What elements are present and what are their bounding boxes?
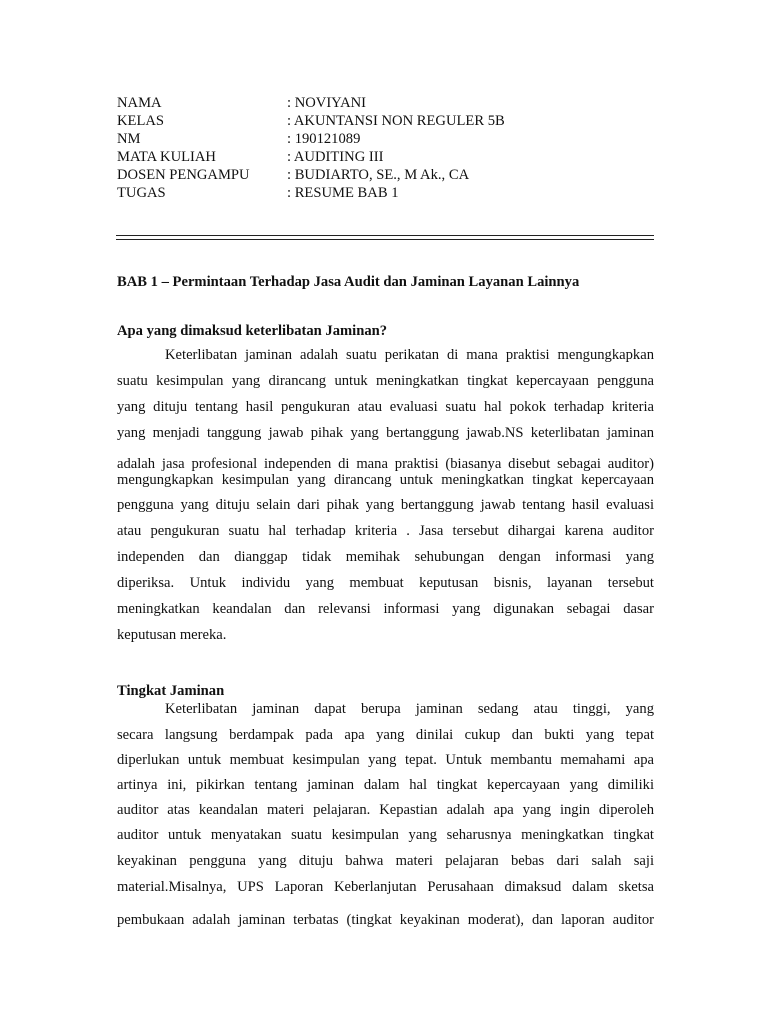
header-row-assignment (117, 184, 505, 202)
double-rule-top (116, 235, 654, 236)
header-row-lecturer (117, 166, 505, 184)
paragraph-line: keputusan mereka. (117, 627, 227, 643)
paragraph-line: keyakinan pengguna yang dituju bahwa materi pelajaran bebas dari salah saji (117, 853, 654, 869)
paragraph-line: Keterlibatan jaminan adalah suatu perikatan di mana praktisi mengungkapkan (165, 347, 654, 363)
header-label: KELAS (117, 113, 165, 129)
header-value: : AUDITING III (287, 149, 384, 165)
paragraph-line: adalah jasa profesional independen di mana praktisi (biasanya disebut sebagai auditor) (117, 456, 654, 472)
header-label: NM (117, 131, 141, 147)
header-row-name (117, 94, 505, 112)
paragraph-line: mengungkapkan kesimpulan yang dirancang untuk meningkatkan tingkat kepercayaan (117, 472, 654, 488)
header-label: DOSEN PENGAMPU (117, 167, 250, 183)
double-rule-bottom (116, 239, 654, 240)
paragraph-line: pembukaan adalah jaminan terbatas (tingkat keyakinan moderat), dan laporan auditor (117, 912, 654, 928)
paragraph-line: auditor atas keandalan materi pelajaran. Kepastian adalah apa yang ingin diperoleh (117, 802, 654, 818)
header-value: : 190121089 (287, 131, 361, 147)
header-label: NAMA (117, 95, 162, 111)
header-value: : AKUNTANSI NON REGULER 5B (287, 113, 505, 129)
paragraph-line: yang menjadi tanggung jawab pihak yang bertanggung jawab.NS keterlibatan jaminan (117, 425, 654, 441)
paragraph-line: suatu kesimpulan yang dirancang untuk meningkatkan tingkat kepercayaan pengguna (117, 373, 654, 389)
paragraph-line: yang dituju tentang hasil pengukuran atau evaluasi suatu hal pokok terhadap kriteria (117, 399, 654, 415)
paragraph-line: diperiksa. Untuk individu yang membuat keputusan bisnis, layanan tersebut (117, 575, 654, 591)
section-heading-assurance-level: Tingkat Jaminan (117, 683, 225, 699)
paragraph-line: meningkatkan keandalan dan relevansi informasi yang digunakan sebagai dasar (117, 601, 654, 617)
paragraph-line: diperlukan untuk membuat kesimpulan yang tepat. Untuk membantu memahami apa (117, 752, 654, 768)
header-row-class (117, 112, 505, 130)
header-label: TUGAS (117, 185, 166, 201)
paragraph-line: auditor untuk menyatakan suatu kesimpulan yang seharusnya meningkatkan tingkat (117, 827, 654, 843)
paragraph-line: secara langsung berdampak pada apa yang dinilai cukup dan bukti yang tepat (117, 727, 654, 743)
header-value: : NOVIYANI (287, 95, 367, 111)
header-value: : BUDIARTO, SE., M Ak., CA (287, 167, 470, 183)
header-label: MATA KULIAH (117, 149, 216, 165)
header-row-course (117, 148, 505, 166)
student-info-header (117, 94, 505, 202)
header-value: : RESUME BAB 1 (287, 185, 399, 201)
section-heading-assurance-engagement: Apa yang dimaksud keterlibatan Jaminan? (117, 323, 388, 339)
paragraph-line: Keterlibatan jaminan dapat berupa jaminan sedang atau tinggi, yang (165, 701, 654, 717)
paragraph-line: pengguna yang dituju selain dari pihak yang bertanggung jawab tentang hasil evaluasi (117, 497, 654, 513)
paragraph-line: material.Misalnya, UPS Laporan Keberlanjutan Perusahaan dimaksud dalam sketsa (117, 879, 654, 895)
header-row-student-number (117, 130, 505, 148)
chapter-title: BAB 1 – Permintaan Terhadap Jasa Audit dan Jaminan Layanan Lainnya (117, 274, 580, 290)
paragraph-line: atau pengukuran suatu hal terhadap kriteria . Jasa tersebut dihargai karena auditor (117, 523, 654, 539)
paragraph-line: independen dan dianggap tidak memihak sehubungan dengan informasi yang (117, 549, 654, 565)
paragraph-line: artinya ini, pikirkan tentang jaminan dalam hal tingkat kepercayaan yang dimiliki (117, 777, 654, 793)
